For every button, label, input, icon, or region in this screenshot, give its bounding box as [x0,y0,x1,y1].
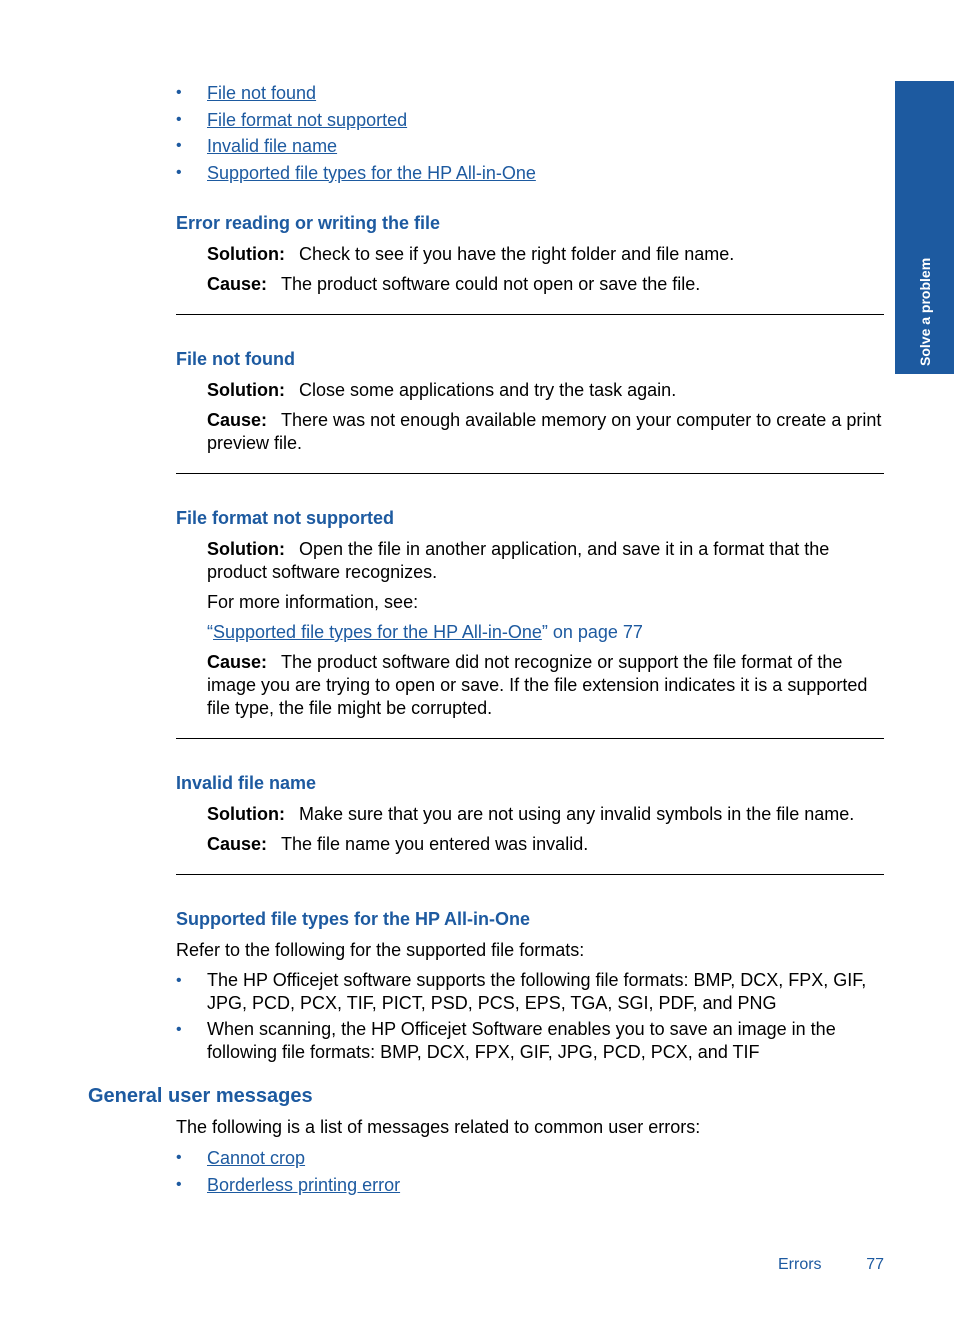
link-file-not-found[interactable]: File not found [207,83,317,103]
cause-body: There was not enough available memory on your computer to create a print preview file. [207,410,882,453]
bullet: • [176,972,182,989]
page-content [176,80,884,1064]
list-item [176,1172,884,1199]
xref-page-ref: ” on page 77 [541,622,643,642]
general-link-list [176,1145,884,1198]
solution-body: Open the file in another application, and save it in a format that the product software recognizes. [207,539,830,582]
top-link-list [176,80,884,186]
solution-label: Solution: [207,539,285,559]
bullet: • [176,1175,182,1193]
cross-reference [176,621,884,644]
list-item-text: The HP Officejet software supports the following file formats: BMP, DCX, FPX, GIF, JPG, PCD, PCX, TIF, PICT, PSD, PCS, EPS, TGA, SGI, PDF, and PNG [207,970,867,1013]
heading-supported-file-types: Supported file types for the HP All-in-One [176,909,531,929]
bullet: • [176,137,182,154]
list-item [176,969,884,1015]
xref-link-supported-file-types[interactable]: Supported file types for the HP All-in-One [213,622,542,642]
cause-label: Cause: [207,274,268,294]
heading-file-format-not-supported: File format not supported [176,508,394,528]
bullet: • [176,1021,182,1038]
list-item-text: When scanning, the HP Officejet Software enables you to save an image in the following file formats: BMP, DCX, FPX, GIF, JPG, PCD, PCX, and TIF [207,1019,836,1062]
footer-section-name: Errors [778,1256,822,1273]
bullet: • [176,110,182,128]
general-user-messages-heading: General user messages [88,1085,313,1107]
cause-text [176,651,884,720]
section-divider [176,874,884,875]
link-cannot-crop[interactable]: Cannot crop [207,1148,306,1168]
cause-body: The file name you entered was invalid. [281,834,589,854]
section-divider [176,314,884,315]
solution-body: Close some applications and try the task again. [298,380,677,400]
solution-text [176,538,884,584]
link-borderless-printing-error[interactable]: Borderless printing error [207,1174,401,1195]
side-tab [895,81,954,374]
cause-body: The product software did not recognize or support the file format of the image you are trying to open or save. If the file extension indicates it is a supported file type, the file might be corrupted. [207,652,868,718]
side-tab-label: Solve a problem [916,257,933,366]
solution-body: Check to see if you have the right folder and file name. [298,244,735,264]
solution-text [176,243,884,266]
section-divider [176,473,884,474]
solution-text [176,379,884,402]
cause-text [176,409,884,455]
bullet: • [176,84,182,101]
list-item [176,133,884,160]
heading-error-reading-writing: Error reading or writing the file [176,213,441,233]
solution-text [176,803,884,826]
link-supported-file-types[interactable]: Supported file types for the HP All-in-One [207,162,536,183]
cause-text [176,273,884,296]
cause-body: The product software could not open or save the file. [281,274,701,294]
cause-label: Cause: [207,652,268,672]
list-item [176,107,884,134]
section-divider [176,738,884,739]
cause-label: Cause: [207,834,268,854]
cause-label: Cause: [207,410,268,430]
bullet: • [176,163,182,181]
more-info-text: For more information, see: [207,592,419,612]
xref-open-quote: “ [207,622,213,642]
general-intro: The following is a list of messages related to common user errors: [176,1117,701,1137]
list-item [176,1145,884,1172]
list-item [176,80,884,107]
solution-label: Solution: [207,380,285,400]
heading-file-not-found: File not found [176,349,295,369]
solution-label: Solution: [207,244,285,264]
solution-label: Solution: [207,804,285,824]
cause-text [176,833,884,856]
list-item [176,160,884,187]
heading-invalid-file-name: Invalid file name [176,773,317,793]
link-invalid-file-name[interactable]: Invalid file name [207,136,338,156]
solution-body: Make sure that you are not using any invalid symbols in the file name. [298,804,855,824]
supported-formats-list [176,969,884,1064]
supported-intro: Refer to the following for the supported file formats: [176,940,585,960]
list-item [176,1018,884,1064]
link-file-format-not-supported[interactable]: File format not supported [207,109,408,130]
bullet: • [176,1149,182,1166]
page-number: 77 [866,1256,884,1273]
general-section [176,1116,884,1198]
